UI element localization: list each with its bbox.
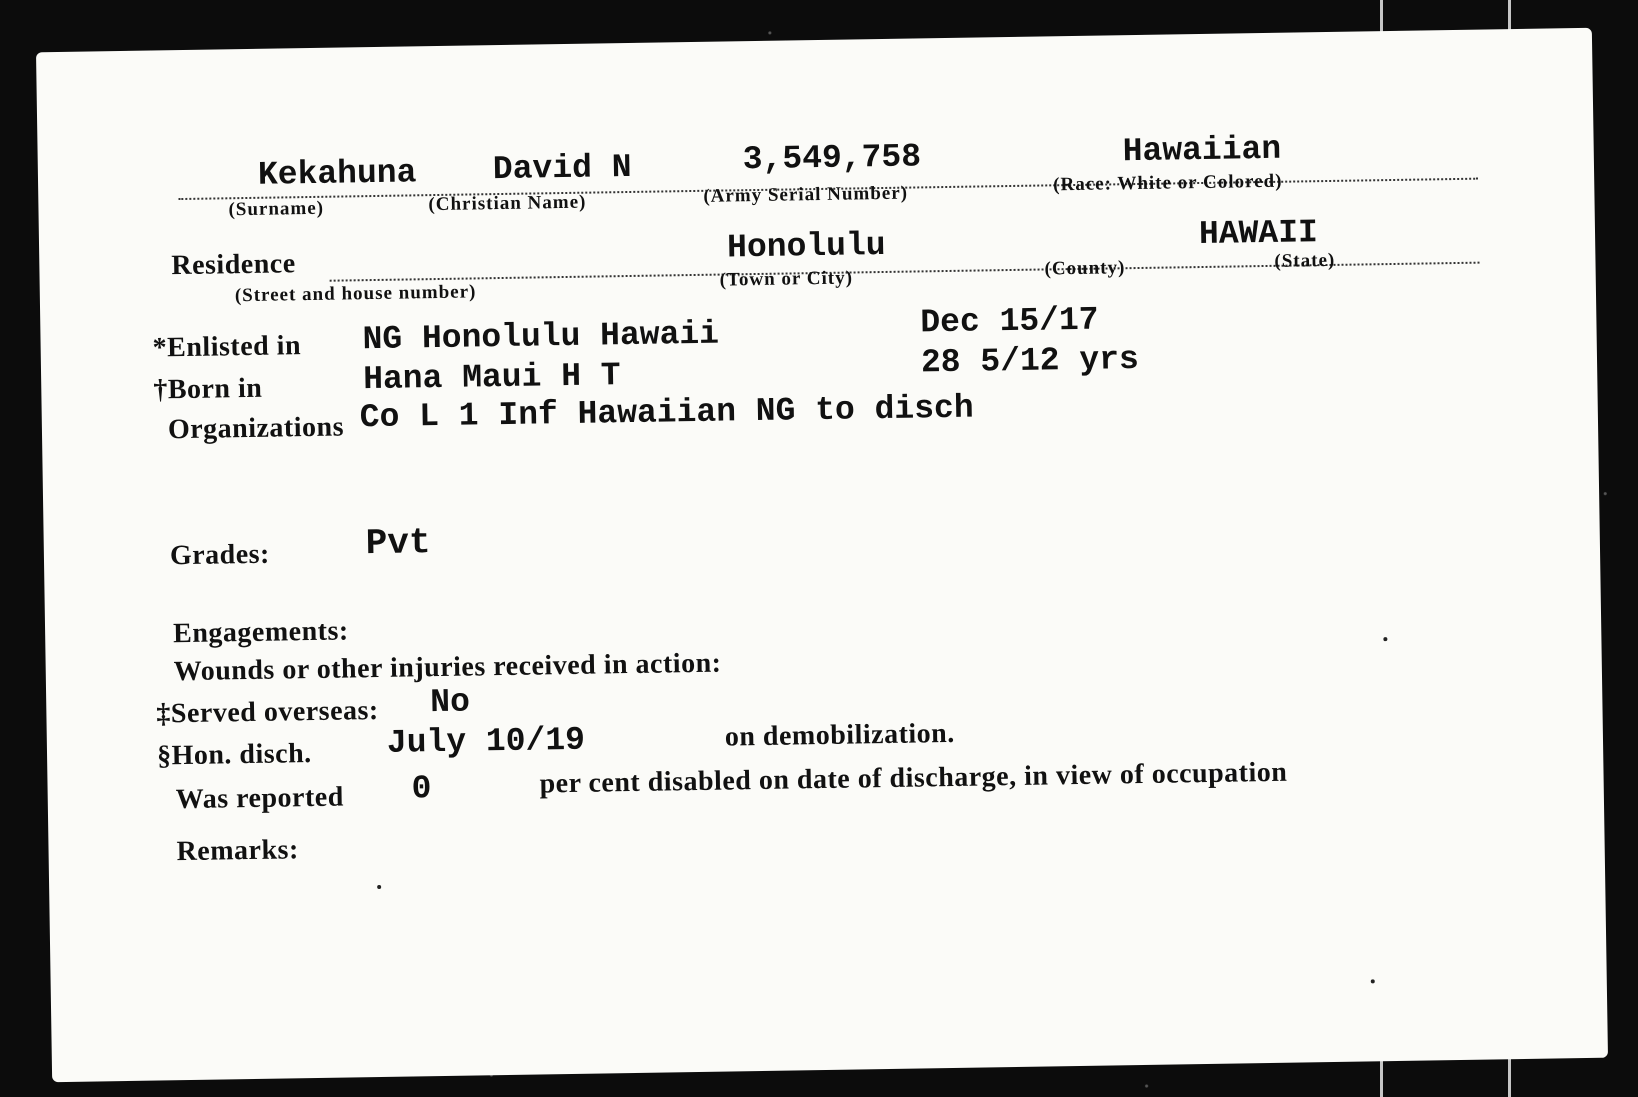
race-value: Hawaiian xyxy=(1122,130,1282,171)
christian-name-caption: (Christian Name) xyxy=(428,191,587,216)
reported-value: 0 xyxy=(411,770,432,808)
enlisted-place-value: NG Honolulu Hawaii xyxy=(362,315,720,359)
town-caption: (Town or City) xyxy=(719,267,854,291)
enlisted-date-value: Dec 15/17 xyxy=(920,301,1099,342)
grades-value: Pvt xyxy=(365,522,431,565)
overseas-label: ‡Served overseas: xyxy=(156,694,379,730)
surname-caption: (Surname) xyxy=(228,197,325,221)
hon-disch-label: §Hon. disch. xyxy=(156,738,312,772)
born-label: †Born in xyxy=(153,372,263,406)
ink-speck xyxy=(377,885,381,889)
service-record-card xyxy=(36,28,1608,1082)
born-age-value: 28 5/12 yrs xyxy=(920,341,1140,382)
engagements-label: Engagements: xyxy=(172,615,349,650)
residence-state-value: HAWAII xyxy=(1198,214,1319,254)
residence-label: Residence xyxy=(171,248,296,282)
christian-name-value: David N xyxy=(492,148,632,189)
residence-town-value: Honolulu xyxy=(726,226,886,267)
state-caption: (State) xyxy=(1274,249,1336,272)
organizations-label: Organizations xyxy=(167,411,345,446)
ink-speck xyxy=(1383,637,1387,641)
serial-number-value: 3,549,758 xyxy=(742,138,922,179)
hon-disch-suffix: on demobilization. xyxy=(724,717,955,753)
grades-label: Grades: xyxy=(169,538,271,572)
race-caption: (Race: White or Colored) xyxy=(1053,170,1283,196)
enlisted-label: *Enlisted in xyxy=(152,330,302,364)
ink-speck xyxy=(1371,979,1375,983)
born-place-value: Hana Maui H T xyxy=(362,357,621,399)
wounds-label: Wounds or other injuries received in action: xyxy=(173,647,722,688)
street-caption: (Street and house number) xyxy=(234,281,477,307)
reported-label: Was reported xyxy=(175,781,345,816)
hon-disch-date-value: July 10/19 xyxy=(386,721,586,762)
county-caption: (County) xyxy=(1044,257,1126,280)
overseas-value: No xyxy=(429,683,471,722)
organizations-value: Co L 1 Inf Hawaiian NG to disch xyxy=(359,389,974,437)
surname-value: Kekahuna xyxy=(257,154,417,194)
reported-suffix: per cent disabled on date of discharge, in view of occupation xyxy=(539,756,1288,800)
remarks-label: Remarks: xyxy=(176,834,300,868)
serial-number-caption: (Army Serial Number) xyxy=(703,182,909,207)
